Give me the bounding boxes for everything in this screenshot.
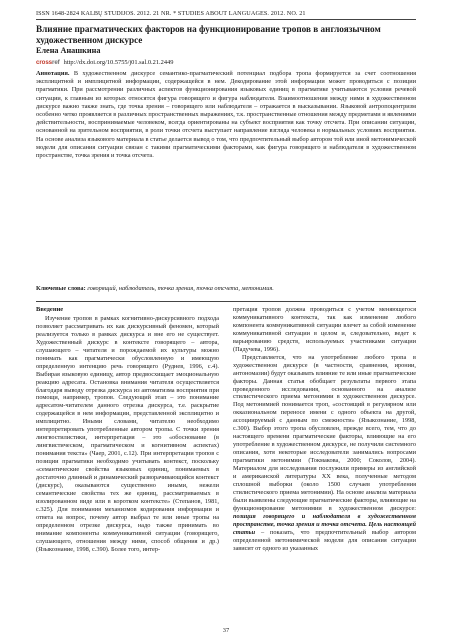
goal-text: – показать, что предпочтительный выбор автором определенной метонимической модели для описания ситуации зависит от одного из указанных: [233, 528, 416, 552]
body-paragraph: [233, 354, 416, 553]
body-paragraph: Изучение тропов в рамках когнитивно-дискурсивного подхода позволяет рассматривать их как дискурсивный феномен, который реализуется только в рамках дискурса и вне его не существует. Художественный дискурс в контексте говорящего – автора, слушающего – читателя и порождаемой их культуры можно понимать как прагматически обусловленную и имеющую определенную интенцию речь говорящего (Руднев, 1996, с.4). Выбирая языковую единицу, автор предвосхищает эмоциональную реакцию адресата. Остановка внимания читателя осуществляется благодаря выводу отрезка дискурса из автоматизма восприятия при помощи, например, тропов. Следующий этап – это понимание адресатом-читателем данного отрезка дискурса, т.е. раскрытие содержащейся в нем информации, представленной эксплицитно и имплицитно. Иными словами, читателю необходимо интерпретировать употребленные автором тропы. С точки зрения лингвостилистики, интерпретация – это «обоснование (в лингвистическом, прагматическом и когнитивном аспектах) понимания текста» (Чаер, 2001, с.12). При интерпретации тропов с позиции прагматики необходимо учитывать контекст, поскольку «семантические свойства языковых единиц, понимаемых в достаточно длинный и динамический разворачивающийся контекст (дискурс), оказываются существенно иными, нежели семантические свойства тех же единиц, рассматриваемых в изолированном виде или в коротком контексте» (Степанов, 1981, с.325). Для понимания механизмов кодирования информации и ответа на вопрос, почему автор выбрал те или иные тропы на определенном отрезке дискурса, надо также принимать во внимание компоненты коммуникативной ситуации (говорящего, слушающего, отношения между ними, способ общения и др.) (Языкознание, 1998, с.390). Более того, интер-: [36, 314, 219, 553]
header-divider: [36, 19, 416, 20]
abstract-label: Аннотация.: [36, 70, 70, 77]
right-column: [233, 306, 416, 553]
author-name: Елена Анашкина: [36, 46, 101, 55]
body-text: Представляется, что на употребление любого тропа в художественном дискурсе (в частности, сравнения, иронии, антономазии) будут оказывать влияние те или иные прагматические факторы. Данная статья обобщает результаты первого этапа проведенного исследования, основанного на анализе стилистического приема метонимии в художественном дискурсе. Под метонимией понимается троп, «состоящий в регулярном или окказиональном переносе имени с одного объекта на другой, ассоциируемый с данным по смежности» (Языкознание, 1998, с.300). Выбор этого тропа обусловлен, прежде всего, тем, что до настоящего времени прагматические факторы, влияющие на его употребление в художественном дискурсе, не получили системного описания, хотя некоторые исследователи занимались вопросами прагматики метонимии (Токмакова, 2000; Соколов, 2004). Материалом для исследования послужили примеры из английской и американской литературы XX века, полученные методом сплошной выборки (около 1500 случаев употребления стилистического приема метонимии). На основе анализа материала были выявлены следующие прагматические факторы, влияющие на функционирование метонимии в художественном дискурсе:: [233, 353, 416, 512]
abstract: [36, 70, 416, 160]
crossref-logo-icon: crossref: [36, 59, 60, 66]
goal-label: Цель настоящей статьи: [233, 520, 417, 536]
section-divider: [36, 301, 416, 302]
journal-header: ISSN 1648-2824 KALBŲ STUDIJOS. 2012. 21 NR. * STUDIES ABOUT LANGUAGES. 2012. NO. 21: [36, 10, 306, 17]
doi-link[interactable]: http://dx.doi.org/10.5755/j01.sal.0.21.2449: [63, 59, 174, 66]
highlighted-factors: позиция говорящего и наблюдателя в художественном пространстве, точка зрения и точка отсчета.: [233, 512, 416, 528]
keywords-text: говорящий, наблюдатель, точка зрения, точка отсчета, метонимия.: [85, 285, 274, 292]
abstract-text: В художественном дискурсе семантико-прагматический потенциал подбора тропа формируется за счет соотношения эксплицитной и имплицитной информации, содержащейся в нем. Декодирование этой информации может проводиться с позиции прагматики. При рассмотрении различных аспектов функционирования языковых единиц в прагматике учитываются условия речевой ситуации, к главным из которых относятся фигура говорящего и фигура наблюдателя. Взаимоотношения между ними в художественном дискурсе важно также знать, где точка зрения – говорящего или наблюдателя – отражается в высказывании. Языковой антропоцентризм особенно четко проявляется в различных пространственных выражениях, т.к. пространственные отношения между предметами и явлениями действительности, воспринимаемые человеком, всегда ориентированы на субъект восприятия как точку отсчета. При описании ситуации, основанной на зрительном восприятии, в роли точки отсчета выступает направление взгляда человека в нормальных условиях восприятия. На основе анализа языкового материала в статье делается вывод о том, что предпочтительный выбор автором той или иной метонимической модели для описания ситуации связан с такими прагматическими факторами, как фигура говорящего и наблюдателя в художественном пространстве, точка зрения и точка отсчета.: [36, 70, 416, 160]
keywords: [36, 285, 416, 293]
doi-row: [36, 59, 173, 66]
keywords-label: Ключевые слова:: [36, 285, 86, 292]
page-number: 37: [222, 627, 230, 634]
section-heading-introduction: Введение: [36, 306, 64, 313]
article-title: Влияние прагматических факторов на функционирование тропов в англоязычном художественном дискурсе: [36, 24, 381, 45]
body-paragraph: претация тропов должна проводиться с учетом меняющегося коммуникативного контекста, так как изменение любого компонента коммуникативной ситуации влечет за собой изменение коммуникативной ситуации в целом и, следовательно, ведет к варьированию средств, используемых участниками ситуации (Падучева, 1996).: [233, 306, 416, 353]
left-column: [36, 306, 219, 554]
